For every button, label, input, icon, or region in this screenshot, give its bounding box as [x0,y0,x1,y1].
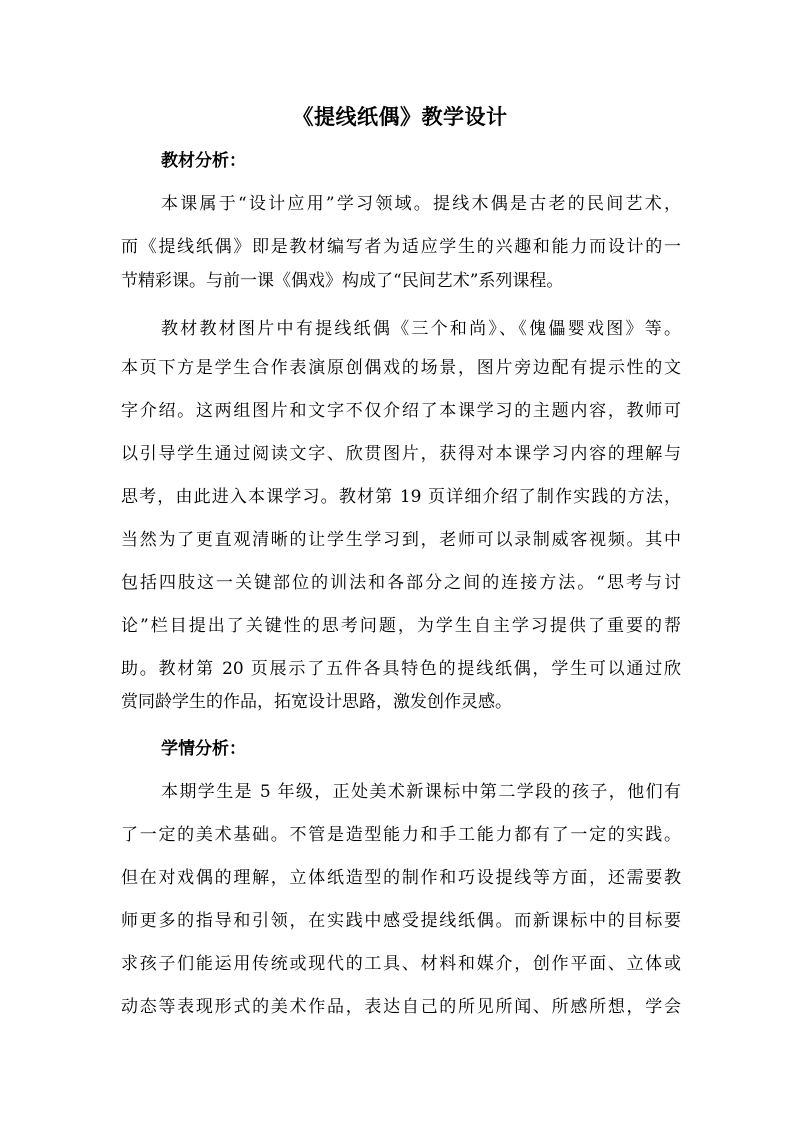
paragraph-line: 以引导学生通过阅读文字、欣贯图片，获得对本课学习内容的理解与 [121,444,681,464]
paragraph-line: 本期学生是 5 年级，正处美术新课标中第二学段的孩子，他们有 [161,782,681,802]
paragraph-line: 动态等表现形式的美术作品，表达自己的所见所闻、所感所想，学会 [121,997,681,1017]
paragraph-line: 助。教材第 20 页展示了五件各具特色的提线纸偶，学生可以通过欣 [121,659,681,679]
paragraph-line: 节精彩课。与前一课《偶戏》构成了“民间艺术”系列课程。 [121,271,564,291]
paragraph-line: 思考，由此进入本课学习。教材第 19 页详细介绍了制作实践的方法， [121,487,681,507]
paragraph-line: 师更多的指导和引领，在实践中感受提线纸偶。而新课标中的目标要 [121,911,681,931]
paragraph-line: 包括四肢这一关键部位的训法和各部分之间的连接方法。“思考与讨 [121,573,681,593]
paragraph-line: 求孩子们能运用传统或现代的工具、材料和媒介，创作平面、立体或 [121,954,681,974]
paragraph-line: 本页下方是学生合作表演原创偶戏的场景，图片旁边配有提示性的文 [121,358,681,378]
section-heading-student-analysis: 学情分析： [161,739,246,759]
paragraph-line: 当然为了更直观清晰的让学生学习到，老师可以录制威客视频。其中 [121,530,681,550]
paragraph-line: 而《提线纸偶》即是教材编写者为适应学生的兴趣和能力而设计的一 [121,237,681,257]
paragraph-line: 论”栏目提出了关键性的思考问题，为学生自主学习提供了重要的帮 [121,616,681,636]
paragraph-line: 教材教材图片中有提线纸偶《三个和尚》、《傀儡婴戏图》等。 [161,319,681,339]
paragraph-line: 本课属于“设计应用”学习领域。提线木偶是古老的民间艺术， [161,194,681,214]
section-heading-textbook-analysis: 教材分析： [161,151,246,171]
paragraph-line: 赏同龄学生的作品，拓宽设计思路，激发创作灵感。 [121,692,512,712]
paragraph-line: 了一定的美术基础。不管是造型能力和手工能力都有了一定的实践。 [121,825,681,845]
paragraph-line: 但在对戏偶的理解，立体纸造型的制作和巧设提线等方面，还需要教 [121,868,681,888]
paragraph-line: 字介绍。这两组图片和文字不仅介绍了本课学习的主题内容，教师可 [121,401,681,421]
document-title: 《提线纸偶》教学设计 [292,104,508,129]
